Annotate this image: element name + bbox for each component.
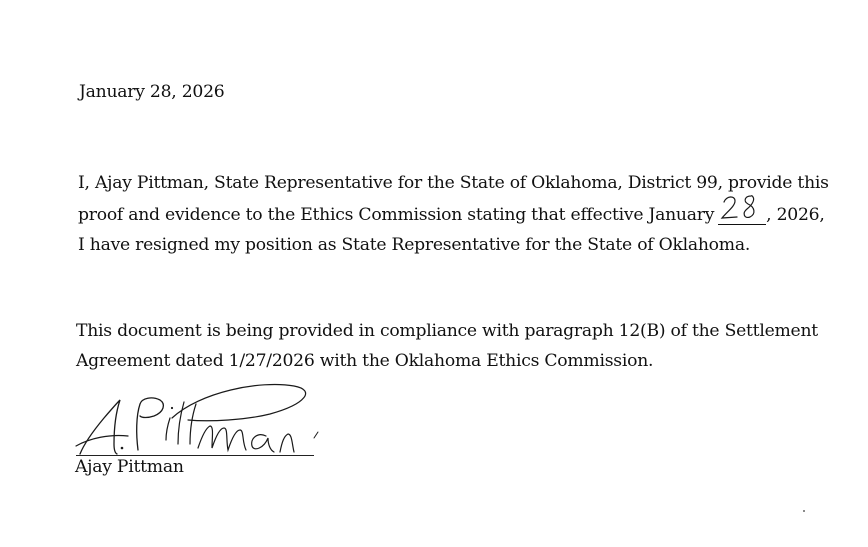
handwritten-signature bbox=[70, 378, 330, 460]
paragraph1-line2-before: proof and evidence to the Ethics Commission stating that effective January bbox=[78, 205, 715, 225]
paragraph2-line2: Agreement dated 1/27/2026 with the Oklahoma Ethics Commission. bbox=[76, 351, 654, 371]
signer-name: Ajay Pittman bbox=[75, 457, 184, 477]
letter-date: January 28, 2026 bbox=[79, 82, 225, 102]
paragraph1-line1: I, Ajay Pittman, State Representative for the State of Oklahoma, District 99, provide this bbox=[78, 173, 829, 193]
signature-line bbox=[76, 455, 314, 456]
handwritten-day-28 bbox=[718, 192, 766, 226]
paragraph1-line3: I have resigned my position as State Representative for the State of Oklahoma. bbox=[78, 235, 751, 255]
scan-speck bbox=[803, 510, 805, 512]
paragraph1-line2 bbox=[78, 204, 825, 225]
handwritten-day-blank bbox=[718, 204, 766, 225]
paragraph2-line1: This document is being provided in compliance with paragraph 12(B) of the Settlement bbox=[76, 321, 818, 341]
paragraph1-line2-after: , 2026, bbox=[766, 205, 825, 225]
